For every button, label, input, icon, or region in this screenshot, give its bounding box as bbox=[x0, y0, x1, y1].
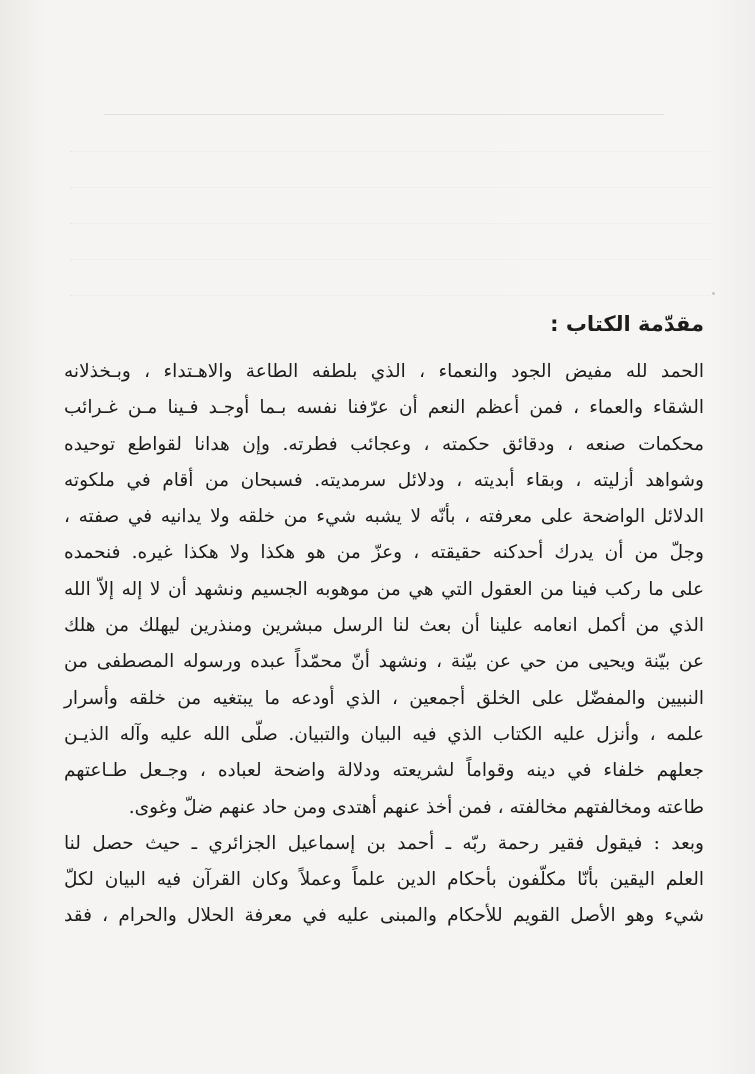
text-line: عن بيّنة ويحيى من حي عن بيّنة ، ونشهد أنّ محمّداً عبده ورسوله المصطفى من bbox=[64, 651, 704, 673]
text-line: العلم اليقين بأنّا مكلّفون بأحكام الدين علماً وعملاً وكان القرآن فيه البيان لكلّ bbox=[64, 869, 704, 891]
text-line: وشواهد أزليته ، وبقاء أبديته ، ودلائل سرمديته. فسبحان من أقام في ملكوته bbox=[64, 469, 704, 491]
book-introduction bbox=[64, 306, 704, 935]
text-line: طاعته ومخالفتهم مخالفته ، فمن أخذ عنهم أهتدى ومن حاد عنهم ضلّ وغوى. bbox=[128, 796, 704, 818]
text-line: على ما ركب فينا من العقول التي هي من موهوبه الجسيم ونشهد أن لا إله إلاّ الله bbox=[64, 578, 704, 600]
text-line: الشقاء والعماء ، فمن أعظم النعم أن عرّفنا نفسه بـما أوجـد فـينا مـن غـرائب bbox=[64, 397, 704, 419]
text-line: الحمد لله مفيض الجود والنعماء ، الذي بلطفه الطاعة والاهـتداء ، وبـخذلانه bbox=[64, 361, 704, 382]
text-line: جعلهم خلفاء في دينه وقواماً لشريعته ودلالة واضحة لعباده ، وجـعل طـاعتهم bbox=[64, 760, 704, 782]
text-line: محكمات صنعه ، ودقائق حكمته ، وعجائب فطرته. وإن هدانا لقواطع توحيده bbox=[64, 433, 704, 455]
section-heading: مقدّمة الكتاب : bbox=[550, 312, 704, 336]
text-line: الدلائل الواضحة على معرفته ، بأنّه لا يشبه شيء من خلقه ولا يدانيه في صفته ، bbox=[64, 506, 704, 528]
body-paragraph bbox=[64, 826, 704, 935]
text-line: وبعد : فيقول فقير رحمة ربّه ـ أحمد بن إسماعيل الجزائري ـ حيث حصل لنا bbox=[64, 832, 704, 854]
text-line: النبيين والمفضّل على الخلق أجمعين ، الذي أودعه ما يبتغيه من خلقه وأسرار bbox=[64, 687, 704, 709]
bleed-through-text bbox=[70, 92, 710, 307]
paper-speck bbox=[712, 292, 715, 295]
intro-paragraph bbox=[64, 354, 704, 826]
text-line: علمه ، وأنزل عليه الكتاب الذي فيه البيان والتبيان. صلّى الله عليه وآله الذيـن bbox=[64, 723, 704, 745]
text-line: وجلّ من أن يدرك أحدكنه حقيقته ، وعزّ من هو هكذا ولا هكذا غيره. فنحمده bbox=[64, 542, 704, 564]
text-line: شيء وهو الأصل القويم للأحكام والمبنى عليه في معرفة الحلال والحرام ، فقد bbox=[64, 905, 704, 927]
text-line: الذي من أكمل انعامه علينا أن بعث لنا الرسل مبشرين ومنذرين ليهلك من هلك bbox=[64, 615, 704, 637]
